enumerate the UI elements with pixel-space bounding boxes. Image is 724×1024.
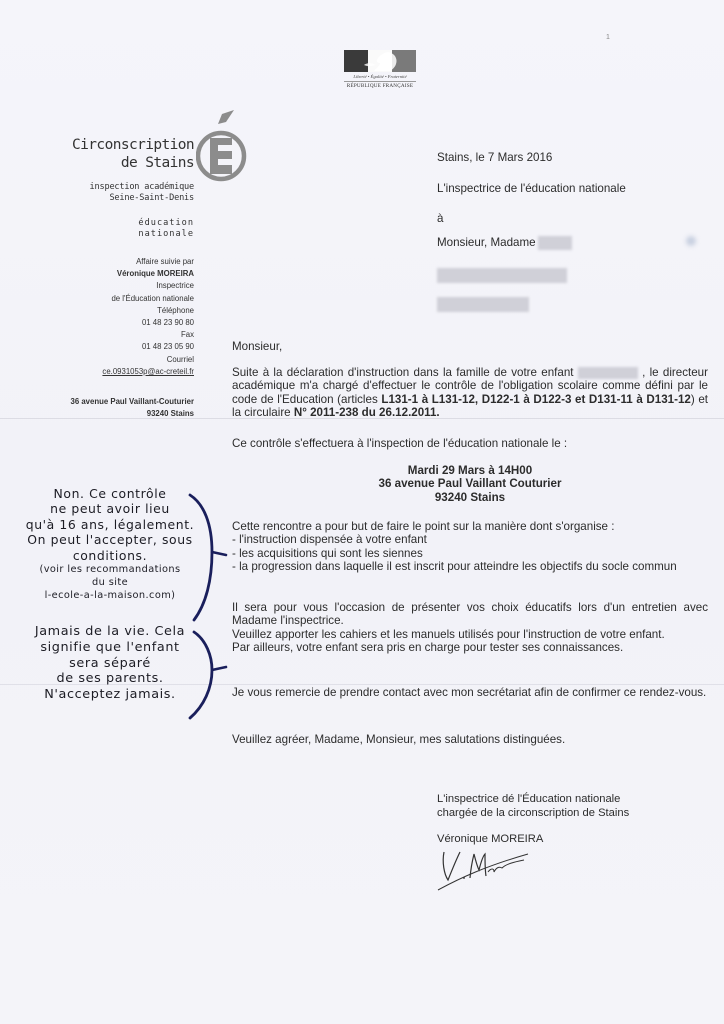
redacted-name bbox=[538, 236, 572, 250]
republique-francaise-logo bbox=[344, 50, 416, 90]
contact-block bbox=[102, 256, 194, 378]
recipient-salutation: Monsieur, Madame bbox=[437, 236, 572, 250]
handwritten-signature-icon bbox=[436, 844, 536, 896]
email-link[interactable]: ce.0931053p@ac-creteil.fr bbox=[102, 366, 194, 376]
closing: Veuillez agréer, Madame, Monsieur, mes salutations distinguées. bbox=[232, 733, 566, 746]
contact-name: Véronique MOREIRA bbox=[116, 269, 194, 279]
circonscription-title: Circonscription de Stains bbox=[72, 137, 194, 171]
inspection-academique: inspection académique Seine-Saint-Denis bbox=[89, 182, 194, 203]
list-item: - l'instruction dispensée à votre enfant bbox=[232, 533, 427, 547]
contact-role: Inspectrice bbox=[156, 281, 194, 291]
fax-number: 01 48 23 05 90 bbox=[141, 342, 194, 352]
from-line: L'inspectrice de l'éducation nationale bbox=[437, 182, 626, 195]
education-e-logo-icon bbox=[196, 108, 254, 186]
signature-block bbox=[437, 792, 629, 846]
signature-line-2: chargée de la circonscription de Stains bbox=[437, 807, 630, 819]
signature-name: Véronique MOREIRA bbox=[437, 833, 544, 845]
appointment-city: 93240 Stains bbox=[434, 490, 506, 504]
appointment-block bbox=[232, 464, 708, 504]
annotation-note-2: Jamais de la vie. Cela signifie que l'enfant sera séparé de ses parents. N'acceptez jamais. bbox=[34, 624, 186, 703]
signature-line-1: L'inspectrice dé l'Éducation nationale bbox=[437, 793, 621, 805]
paragraph-3: Cette rencontre a pour but de faire le point sur la manière dont s'organise : - l'instruction dispensée à votre enfant - les acquisitions qui sont les siennes - la progression dans laquelle il est inscrit pour atteindre les objectifs du socle commun bbox=[232, 520, 708, 574]
appointment-date: Mardi 29 Mars à 14H00 bbox=[407, 464, 533, 477]
to-word: à bbox=[437, 212, 444, 225]
redacted-address-line bbox=[437, 268, 567, 283]
paragraph-1: Suite à la déclaration d'instruction dans la famille de votre enfant , le directeur académique m'a chargé d'effectuer le contrôle de l'obligation scolaire comme défini par le code de l'Education (articles L131-1 à L131-12, D122-1 à D122-3 et D131-11 à D131-12) et la circulaire N° 2011-238 du 26.12.2011. bbox=[232, 366, 708, 420]
scan-mark bbox=[686, 236, 696, 246]
list-item: - la progression dans laquelle il est inscrit pour atteindre les objectifs du socle commun bbox=[232, 560, 677, 574]
contact-role-2: de l'Éducation nationale bbox=[111, 293, 194, 303]
followed-by-label: Affaire suivie par bbox=[136, 257, 194, 266]
education-nationale: éducation nationale bbox=[138, 218, 194, 239]
email-label: Courriel bbox=[166, 354, 194, 364]
paragraph-2: Ce contrôle s'effectuera à l'inspection de l'éducation nationale le : bbox=[232, 437, 568, 450]
appointment-street: 36 avenue Paul Vaillant Couturier bbox=[378, 477, 562, 491]
list-item: - les acquisitions qui sont les siennes bbox=[232, 546, 423, 560]
marianne-profile-icon bbox=[358, 51, 402, 72]
sender-address: 36 avenue Paul Vaillant-Couturier 93240 Stains bbox=[70, 397, 194, 419]
paragraph-5: Je vous remercie de prendre contact avec mon secrétariat afin de confirmer ce rendez-vous. bbox=[232, 686, 707, 699]
phone-label: Téléphone bbox=[157, 305, 194, 315]
fax-label: Fax bbox=[181, 330, 194, 340]
phone-number: 01 48 23 90 80 bbox=[141, 318, 194, 328]
republic-motto: Liberté • Égalité • Fraternité bbox=[353, 74, 407, 79]
paragraph-4: Il sera pour vous l'occasion de présenter vos choix éducatifs lors d'un entretien avec Madame l'inspectrice. Veuillez apporter les cahiers et les manuels utilisés pour l'instruction de votre enfant. Par ailleurs, votre enfant sera pris en charge pour tester ses connaissances. bbox=[232, 601, 708, 655]
annotation-note-1: Non. Ce contrôle ne peut avoir lieu qu'à 16 ans, légalement. On peut l'accepter, sous conditions. (voir les recommandations du site l-ecole-a-la-maison.com) bbox=[25, 486, 195, 602]
redacted-child-name bbox=[578, 367, 638, 379]
date-line: Stains, le 7 Mars 2016 bbox=[437, 151, 553, 164]
redacted-city-line bbox=[437, 297, 529, 312]
republic-name: RÉPUBLIQUE FRANÇAISE bbox=[344, 81, 416, 89]
page-mark: 1 bbox=[606, 34, 610, 41]
greeting: Monsieur, bbox=[232, 340, 283, 353]
